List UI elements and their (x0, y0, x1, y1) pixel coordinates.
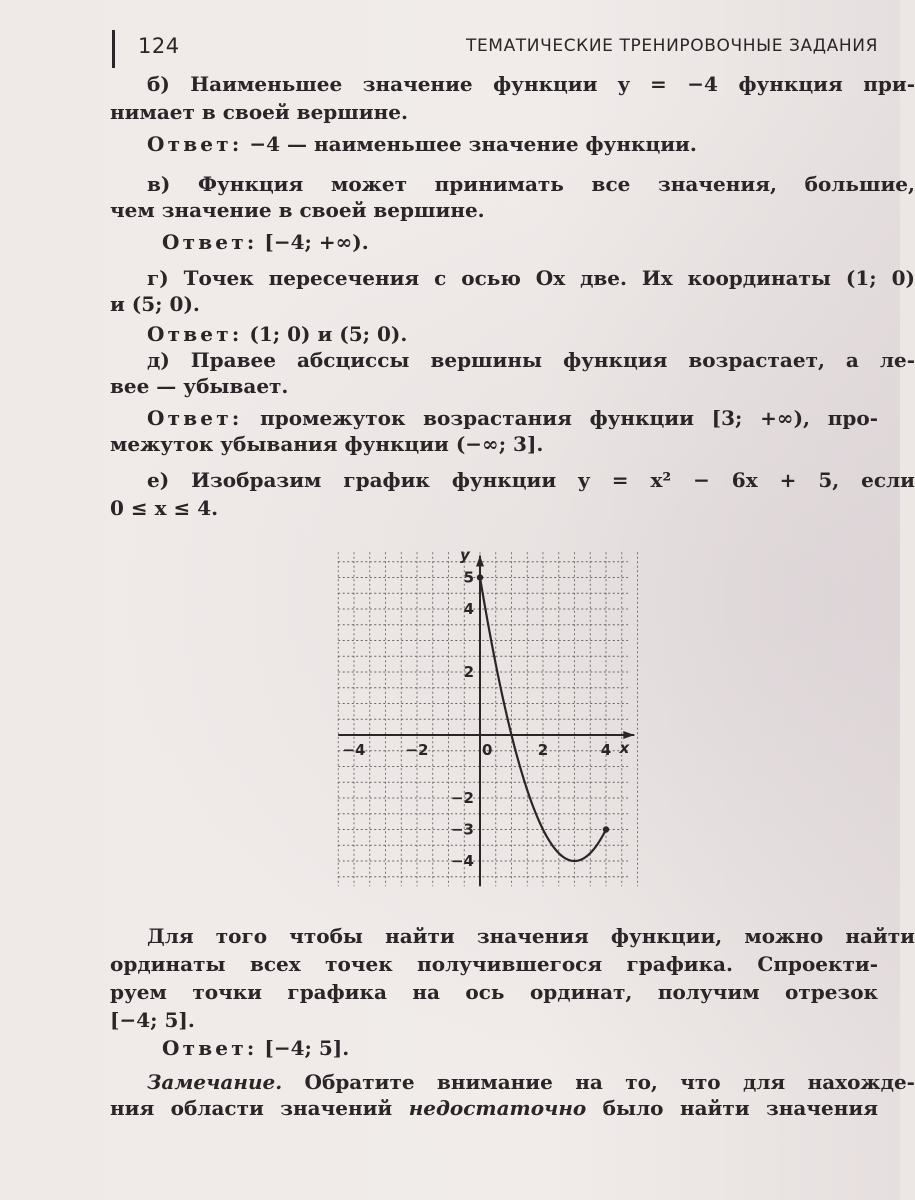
answer-b-label: Ответ: (147, 132, 243, 156)
answer-final-label: Ответ: (162, 1036, 258, 1060)
paragraph-v-line2: чем значение в своей вершине. (110, 198, 485, 222)
y-tick-label: −2 (450, 789, 474, 807)
paragraph-d-cont (110, 372, 878, 400)
paragraph-d-line1: д) Правее абсциссы вершины функция возрастает, а ле- (147, 348, 915, 372)
paragraph-e (110, 466, 915, 494)
remark-paragraph (110, 1068, 915, 1096)
answer-g-label: Ответ: (147, 322, 243, 346)
y-axis-arrow (476, 555, 484, 566)
page-number: 124 (138, 34, 180, 58)
paragraph-d (110, 346, 915, 374)
paragraph-v (110, 170, 915, 198)
paragraph-e-line2: 0 ≤ x ≤ 4. (110, 496, 219, 520)
endpoint-marker (477, 574, 483, 580)
x-tick-label: −2 (405, 741, 429, 759)
remark-line1 (147, 1068, 915, 1096)
running-head: ТЕМАТИЧЕСКИЕ ТРЕНИРОВОЧНЫЕ ЗАДАНИЯ (465, 36, 878, 56)
paragraph-g-cont (110, 290, 878, 318)
answer-d-line1 (147, 404, 878, 432)
y-tick-label: 5 (463, 568, 474, 587)
answer-b (147, 130, 697, 158)
answer-g (147, 320, 407, 348)
answer-d-line2: межуток убывания функции (−∞; 3]. (110, 432, 544, 456)
remark-label: Замечание. (147, 1070, 283, 1094)
conclusion-line4: [−4; 5]. (110, 1008, 195, 1032)
paragraph-g-line1: г) Точек пересечения с осью Ox две. Их координаты (1; 0) (147, 266, 915, 290)
remark-emphasis: недостаточно (408, 1096, 587, 1120)
conclusion-line3: руем точки графика на ось ординат, получим отрезок (110, 980, 878, 1004)
paragraph-e-line1: е) Изобразим график функции y = x² − 6x + 5, если (147, 468, 915, 492)
answer-d-text1: промежуток возрастания функции [3; +∞), про- (242, 406, 878, 430)
answer-final (162, 1034, 349, 1062)
paragraph-g (110, 264, 915, 292)
header-rule (112, 30, 115, 68)
y-tick-label: 4 (463, 600, 474, 618)
answer-b-text: −4 — наименьшее значение функции. (242, 132, 697, 156)
paragraph-v-cont (110, 196, 878, 224)
answer-v (162, 228, 369, 256)
x-axis-label: x (619, 739, 630, 757)
x-axis-arrow (623, 731, 634, 739)
answer-final-text: [−4; 5]. (257, 1036, 350, 1060)
remark-paragraph-2 (110, 1094, 878, 1122)
remark-line1-rest: Обратите внимание на то, что для нахожде- (282, 1070, 915, 1094)
answer-v-text: [−4; +∞). (257, 230, 369, 254)
paragraph-b (110, 70, 915, 98)
conclusion-line1: Для того чтобы найти значения функции, можно найти (147, 924, 915, 948)
answer-d-label: Ответ: (147, 406, 243, 430)
conclusion-paragraph-2 (110, 950, 878, 1034)
answer-v-label: Ответ: (162, 230, 258, 254)
y-tick-label: −4 (450, 852, 474, 870)
answer-g-text: (1; 0) и (5; 0). (242, 322, 408, 346)
paragraph-v-line1: в) Функция может принимать все значения, большие, (147, 172, 915, 196)
x-tick-label: −4 (342, 741, 366, 759)
remark-line2 (110, 1094, 878, 1122)
graph-grid (338, 552, 637, 886)
paragraph-b-line1: б) Наименьшее значение функции y = −4 функция при- (147, 72, 915, 96)
endpoint-marker (603, 826, 609, 832)
answer-d-cont (110, 430, 878, 458)
remark-line2-start: ния области значений (110, 1096, 409, 1120)
function-graph (300, 546, 680, 880)
paragraph-d-line2: вее — убывает. (110, 374, 289, 398)
y-tick-label: −3 (450, 820, 474, 839)
paragraph-e-cont (110, 494, 878, 522)
x-tick-label: 2 (537, 741, 549, 759)
conclusion-paragraph (110, 922, 915, 950)
answer-d (147, 404, 878, 432)
x-tick-label: 4 (600, 741, 612, 759)
paragraph-g-line2: и (5; 0). (110, 292, 200, 316)
y-tick-label: 2 (463, 663, 474, 681)
remark-line2-end: было найти значения (586, 1096, 878, 1120)
paragraph-b-line2: нимает в своей вершине. (110, 100, 408, 124)
y-axis-label: y (460, 546, 470, 565)
x-tick-label: 0 (482, 741, 493, 759)
conclusion-line2: ординаты всех точек получившегося графика. Спроекти- (110, 952, 878, 976)
paragraph-b-cont (110, 98, 878, 126)
